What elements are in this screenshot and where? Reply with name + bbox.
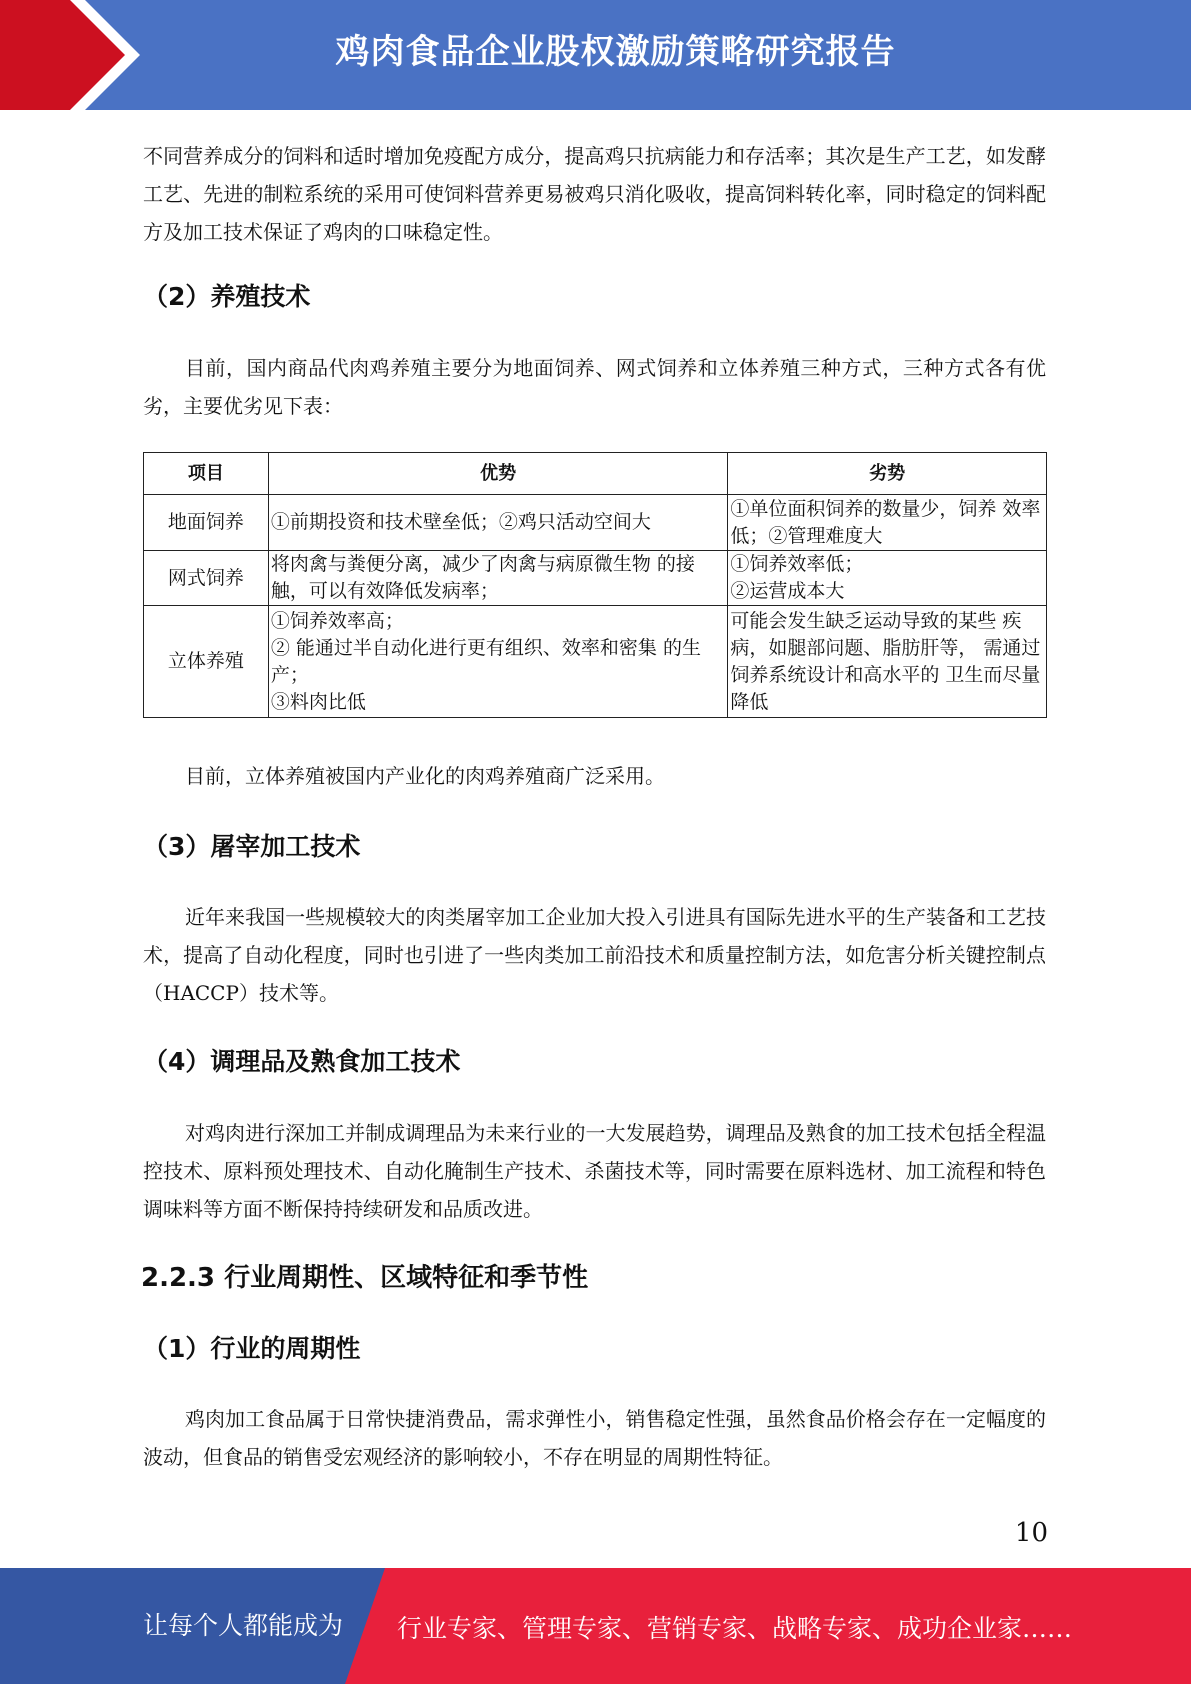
advantage-line: ③料肉比低 [270,690,366,713]
row-disadvantage: ①单位面积饲养的数量少，饲养 效率低；②管理难度大 [728,495,1047,551]
disadvantage-line: ①饲养效率低； [730,553,864,575]
breeding-comparison-table [143,452,1047,718]
col-header-item: 项目 [144,453,269,495]
page-number: 10 [1014,1518,1048,1548]
paragraph-3d-breeding: 目前，立体养殖被国内产业化的肉鸡养殖商广泛采用。 [185,764,665,788]
advantage-line: ①饲养效率高； [270,609,404,632]
row-name: 立体养殖 [144,606,269,718]
col-header-disadvantage: 劣势 [728,453,1047,495]
row-name: 网式饲养 [144,551,269,606]
table-row [144,606,1047,718]
table-row [144,551,1047,606]
paragraph-slaughter: 近年来我国一些规模较大的肉类屠宰加工企业加大投入引进具有国际先进水平的生产装备和工艺技术，提高了自动化程度，同时也引进了一些肉类加工前沿技术和质量控制方法，如危害分析关键控制点（HACCP）技术等。 [143,905,1046,1005]
heading-cycle: （1）行业的周期性 [143,1334,361,1363]
row-name: 地面饲养 [144,495,269,551]
paragraph-breeding-intro: 目前，国内商品代肉鸡养殖主要分为地面饲养、网式饲养和立体养殖三种方式，三种方式各有优劣，主要优劣见下表： [143,356,1046,418]
row-advantage: ①前期投资和技术壁垒低；②鸡只活动空间大 [268,495,727,551]
paragraph-cycle: 鸡肉加工食品属于日常快捷消费品，需求弹性小，销售稳定性强，虽然食品价格会存在一定幅度的波动，但食品的销售受宏观经济的影响较小，不存在明显的周期性特征。 [143,1407,1046,1469]
row-disadvantage [728,551,1047,606]
table-header-row [144,453,1047,495]
page-header [0,0,1191,110]
table-row [144,495,1047,551]
row-advantage: 将肉禽与粪便分离，减少了肉禽与病原微生物 的接触，可以有效降低发病率； [268,551,727,606]
row-disadvantage: 可能会发生缺乏运动导致的某些 疾病，如腿部问题、脂肪肝等， 需通过饲养系统设计和高水平的 卫生而尽量降低 [728,606,1047,718]
col-header-advantage: 优势 [268,453,727,495]
paragraph-feed: 不同营养成分的饲料和适时增加免疫配方成分，提高鸡只抗病能力和存活率；其次是生产工艺，如发酵工艺、先进的制粒系统的采用可使饲料营养更易被鸡只消化吸收，提高饲料转化率，同时稳定的饲料配方及加工技术保证了鸡肉的口味稳定性。 [143,144,1046,244]
heading-slaughter: （3）屠宰加工技术 [143,832,361,861]
paragraph-cooked-food: 对鸡肉进行深加工并制成调理品为未来行业的一大发展趋势，调理品及熟食的加工技术包括全程温控技术、原料预处理技术、自动化腌制生产技术、杀菌技术等，同时需要在原料选材、加工流程和特色调味料等方面不断保持持续研发和品质改进。 [143,1121,1046,1221]
section-heading: 2.2.3 行业周期性、区域特征和季节性 [141,1263,589,1293]
report-title: 鸡肉食品企业股权激励策略研究报告 [335,32,896,72]
heading-breeding: （2）养殖技术 [143,282,311,311]
disadvantage-line: ②运营成本大 [730,580,845,602]
red-chevron-logo [0,0,150,110]
footer-slogan-left: 让每个人都能成为 [143,1611,344,1640]
advantage-line: ② 能通过半自动化进行更有组织、效率和密集 的生产； [270,636,701,686]
heading-cooked-food: （4）调理品及熟食加工技术 [143,1047,461,1076]
page-footer [0,1568,1191,1684]
footer-slogan-right: 行业专家、管理专家、营销专家、战略专家、成功企业家…… [397,1614,1073,1643]
row-advantage [268,606,727,718]
